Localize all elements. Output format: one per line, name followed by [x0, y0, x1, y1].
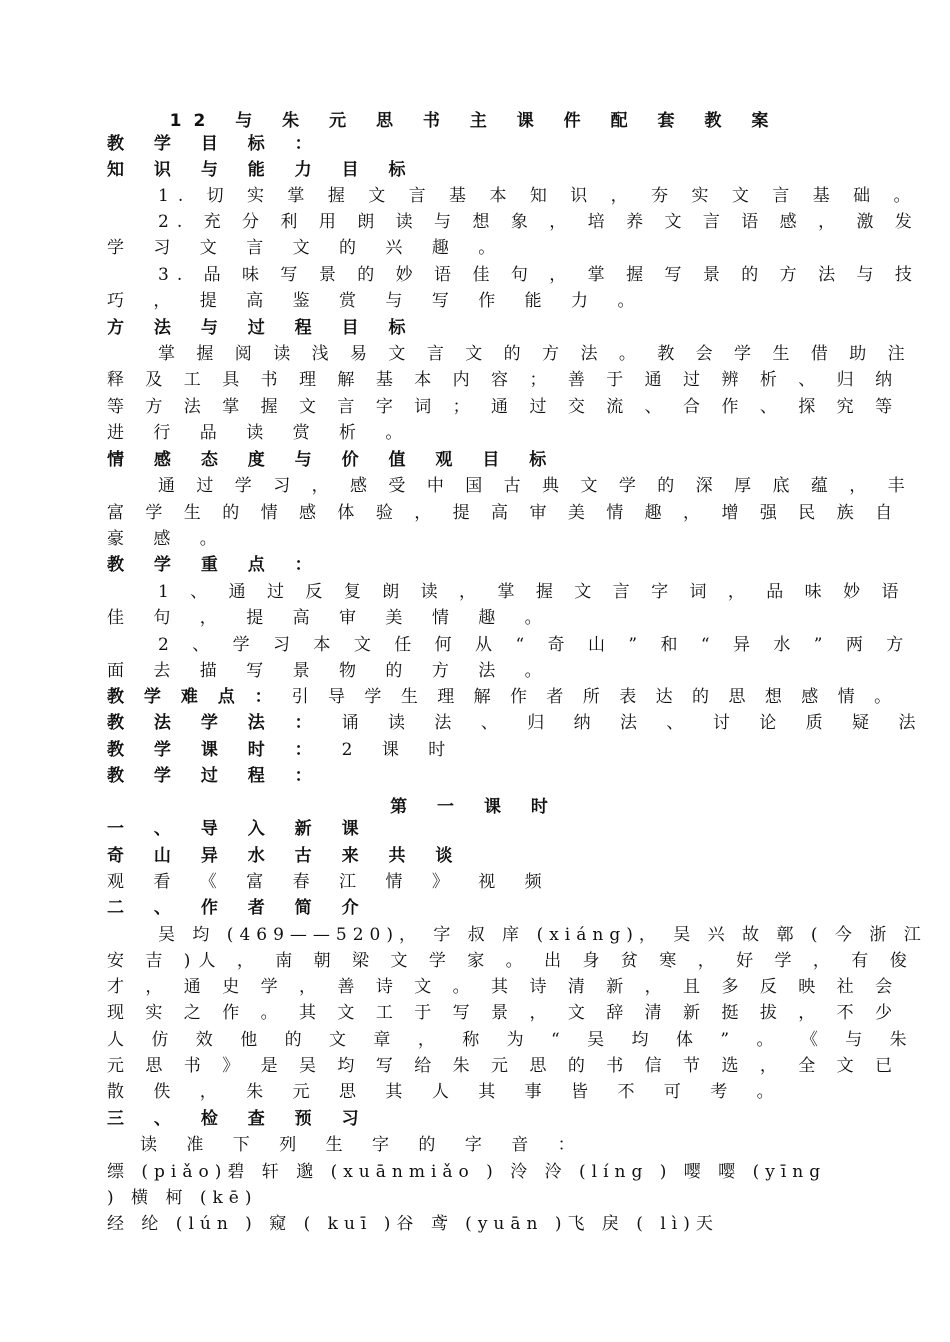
method-paragraph-line-2: 释 及 工 具 书 理 解 基 本 内 容 ； 善 于 通 过 辨 析 、 归 纳: [107, 370, 901, 390]
goal-item-2-cont: 学 习 文 言 文 的 兴 趣 。: [107, 238, 508, 258]
goal-item-3-cont: 巧 ， 提 高 鉴 赏 与 写 作 能 力 。: [107, 291, 647, 311]
pronunciation-line-2: ) 横 柯 (kē): [107, 1188, 258, 1208]
heading-method-process: 方 法 与 过 程 目 标: [107, 318, 418, 338]
author-line-5: 人 仿 效 他 的 文 章 ， 称 为 “ 吴 均 体 ” 。 《 与 朱: [107, 1030, 918, 1050]
heading-teaching-goals: 教 学 目 标 ：: [107, 134, 324, 154]
pronunciation-line-1: 缥 (piǎo)碧 轩 邈 (xuānmiǎo ) 泠 泠 (líng ) 嘤 嘤 (yīng: [107, 1162, 827, 1182]
author-line-4: 现 实 之 作 。 其 文 工 于 写 景 ， 文 辞 清 新 挺 拔 ， 不 少: [107, 1003, 901, 1023]
emotion-paragraph-line-3: 豪 感 。: [107, 529, 229, 549]
key-point-2: 2 、 学 习 本 文 任 何 从 “ 奇 山 ” 和 “ 异 水 ” 两 方: [158, 635, 913, 655]
method-paragraph-line-4: 进 行 品 读 赏 析 。: [107, 423, 415, 443]
method-paragraph-line-1: 掌 握 阅 读 浅 易 文 言 文 的 方 法 。 教 会 学 生 借 助 注: [158, 344, 913, 364]
key-point-1-cont: 佳 句 ， 提 高 审 美 情 趣 。: [107, 608, 554, 628]
emotion-paragraph-line-2: 富 学 生 的 情 感 体 验 ， 提 高 审 美 情 趣 ， 增 强 民 族 自: [107, 503, 901, 523]
heading-emotion-values: 情 感 态 度 与 价 值 观 目 标: [107, 450, 559, 470]
goal-item-3: 3. 品 味 写 景 的 妙 语 佳 句 ， 掌 握 写 景 的 方 法 与 技: [158, 265, 920, 285]
section-3-heading: 三 、 检 查 预 习: [107, 1109, 371, 1129]
hours-row: [107, 739, 457, 761]
goal-item-1: 1. 切 实 掌 握 文 言 基 本 知 识 ， 夯 实 文 言 基 础 。: [158, 186, 920, 206]
difficulty-row: [107, 686, 898, 708]
method-label: 教 法 学 法 ：: [107, 713, 324, 733]
emotion-paragraph-line-1: 通 过 学 习 ， 感 受 中 国 古 典 文 学 的 深 厚 底 蕴 ， 丰: [158, 476, 913, 496]
document-title: 12 与 朱 元 思 书 主 课 件 配 套 教 案: [169, 111, 781, 131]
heading-process: 教 学 过 程 ：: [107, 766, 324, 786]
preview-instruction: 读 准 下 列 生 字 的 字 音 ：: [140, 1135, 587, 1155]
key-point-1: 1 、 通 过 反 复 朗 读 ， 掌 握 文 言 字 词 ， 品 味 妙 语: [158, 582, 907, 602]
method-paragraph-line-3: 等 方 法 掌 握 文 言 字 词 ； 通 过 交 流 、 合 作 、 探 究 等: [107, 397, 901, 417]
hours-label: 教 学 课 时 ：: [107, 740, 324, 760]
key-point-2-cont: 面 去 描 写 景 物 的 方 法 。: [107, 661, 554, 681]
method-row: [107, 712, 927, 734]
hours-text: 2 课 时: [341, 740, 458, 760]
difficulty-label: 教 学 难 点 ：: [107, 687, 279, 707]
goal-item-2: 2. 充 分 利 用 朗 读 与 想 象 ， 培 养 文 言 语 感 ， 激 发: [158, 212, 920, 232]
author-line-1: 吴 均 (469——520)， 字 叔 庠 (xiáng)， 吴 兴 故 鄣 ( 今 浙 江: [158, 925, 927, 945]
heading-key-points: 教 学 重 点 ：: [107, 555, 324, 575]
author-line-7: 散 佚 ， 朱 元 思 其 人 其 事 皆 不 可 考 。: [107, 1082, 786, 1102]
difficulty-text: 引 导 学 生 理 解 作 者 所 表 达 的 思 想 感 情 。: [291, 687, 899, 707]
author-line-2: 安 吉 )人 ， 南 朝 梁 文 学 家 。 出 身 贫 寒 ， 好 学 ， 有 俊: [107, 951, 915, 971]
section-2-heading: 二 、 作 者 简 介: [107, 898, 371, 918]
author-line-6: 元 思 书 》 是 吴 均 写 给 朱 元 思 的 书 信 节 选 ， 全 文 已: [107, 1056, 901, 1076]
author-line-3: 才 ， 通 史 学 ， 善 诗 文 。 其 诗 清 新 ， 且 多 反 映 社 会: [107, 977, 901, 997]
heading-knowledge-ability: 知 识 与 能 力 目 标: [107, 160, 418, 180]
section-1-subheading: 奇 山 异 水 古 来 共 谈: [107, 846, 465, 866]
section-1-heading: 一 、 导 入 新 课: [107, 819, 371, 839]
section-1-video-line: 观 看 《 富 春 江 情 》 视 频: [107, 872, 554, 892]
pronunciation-line-3: 经 纶 (lún ) 窥 ( kuī )谷 鸢 (yuān )飞 戾 ( lì)天: [107, 1214, 719, 1234]
method-text: 诵 读 法 、 归 纳 法 、 讨 论 质 疑 法: [341, 713, 928, 733]
lesson-title: 第 一 课 时: [390, 797, 560, 817]
